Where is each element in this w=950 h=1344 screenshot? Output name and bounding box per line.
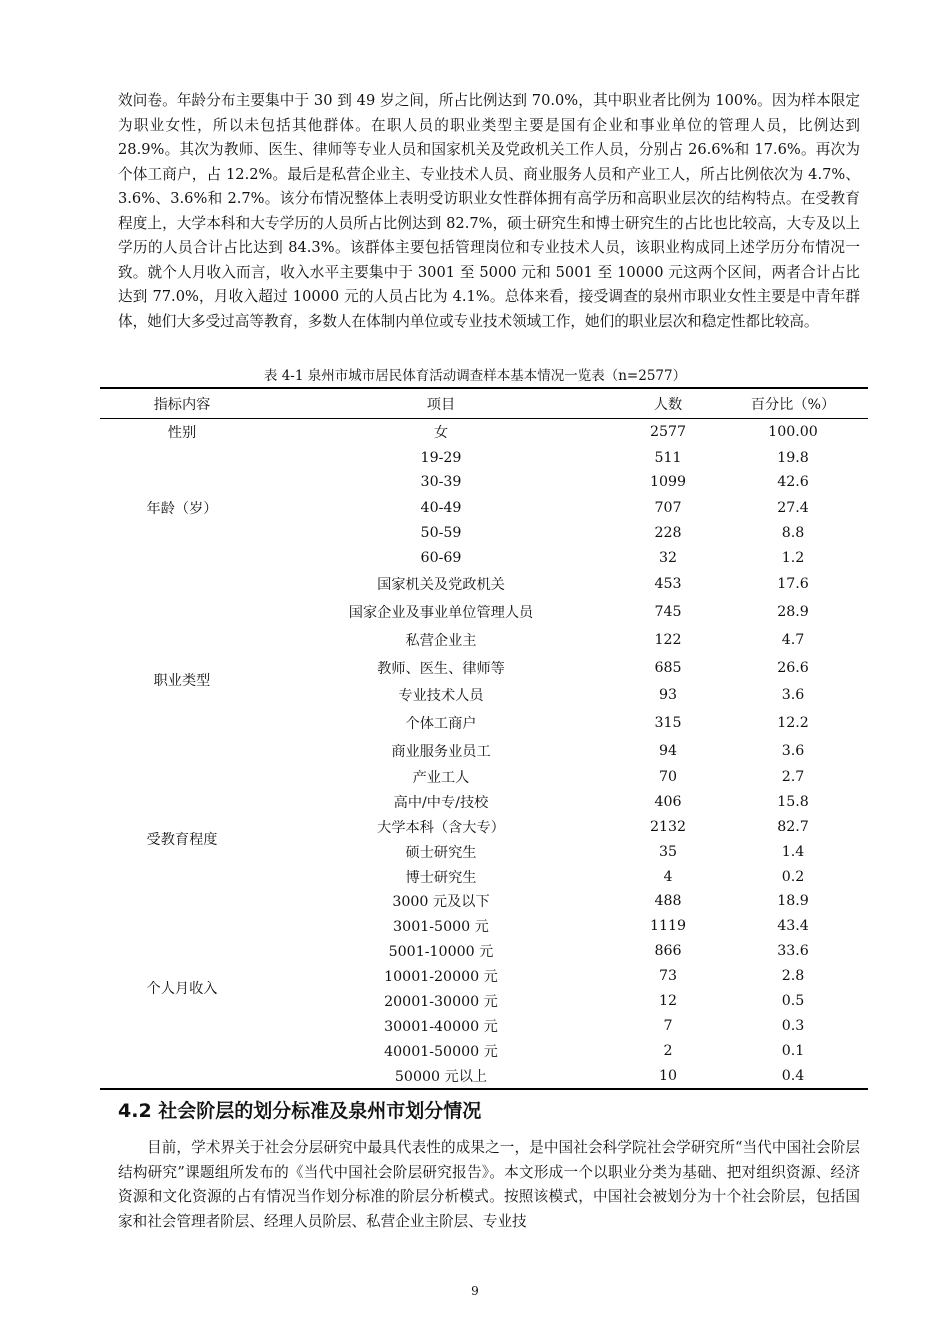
row-item: 商业服务业员工 xyxy=(391,743,491,760)
row-count: 685 xyxy=(654,659,682,676)
row-item: 国家机关及党政机关 xyxy=(377,576,505,593)
row-percent: 82.7 xyxy=(777,819,809,835)
body-paragraph: 目前，学术界关于社会分层研究中最具代表性的成果之一，是中国社会科学院社会学研究所“当代中国社会阶层结构研究”课题组所发布的《当代中国社会阶层研究报告》。本文形成一个以职业分类为基础、把对组织资源、经济资源和文化资源的占有情况当作划分标准的阶层分析模式。按照该模式，中国社会被划分为十个社会阶层，包括国家和社会管理者阶层、经理人员阶层、私营企业主阶层、专业技 xyxy=(118,1139,860,1230)
row-percent: 17.6 xyxy=(777,575,809,592)
table-row xyxy=(100,790,868,815)
row-count: 32 xyxy=(658,549,678,566)
header-count: 人数 xyxy=(618,388,718,419)
row-percent: 4.7 xyxy=(781,631,805,648)
table-row xyxy=(100,446,868,470)
sample-info-table xyxy=(100,387,868,1090)
table-row xyxy=(100,419,868,446)
header-indicator: 指标内容 xyxy=(100,388,264,419)
row-percent: 26.6 xyxy=(777,659,809,676)
table-row xyxy=(100,570,868,598)
row-item: 产业工人 xyxy=(412,770,470,786)
row-item: 40-49 xyxy=(420,499,462,516)
row-count: 453 xyxy=(654,575,682,592)
group-label: 性别 xyxy=(167,425,197,442)
row-percent: 0.4 xyxy=(781,1067,805,1084)
row-count: 35 xyxy=(658,844,678,860)
row-count: 122 xyxy=(654,631,682,648)
row-count: 2132 xyxy=(649,819,687,835)
row-item: 3001-5000 元 xyxy=(393,919,489,935)
row-percent: 3.6 xyxy=(781,687,805,703)
header-item: 项目 xyxy=(264,388,618,419)
row-percent: 2.7 xyxy=(781,769,805,785)
row-count: 406 xyxy=(654,794,682,810)
group-label: 受教育程度 xyxy=(146,832,218,848)
row-item: 19-29 xyxy=(420,449,462,466)
row-count: 1119 xyxy=(649,918,687,934)
row-item: 大学本科（含大专） xyxy=(377,820,505,836)
row-item: 博士研究生 xyxy=(405,869,477,886)
row-count: 866 xyxy=(654,943,682,959)
row-count: 10 xyxy=(658,1067,678,1084)
table-caption: 表 4-1 泉州市城市居民体育活动调查样本基本情况一览表（n=2577） xyxy=(263,368,687,384)
body-paragraph: 效问卷。年龄分布主要集中于 30 到 49 岁之间，所占比例达到 70.0%，其中职业者比例为 100%。因为样本限定为职业女性，所以未包括其他群体。在职人员的职业类型主要是国有企业和事业单位的管理人员，比例达到 28.9%。其次为教师、医生、律师等专业人员和国家机关及党政机关工作人员，分别占 26.6%和 17.6%。再次为个体工商户，占 12.2%。最后是私营企业主、专业技术人员、商业服务人员和产业工人，所占比例依次为 4.7%、3.6%、3.6%和 2.7%。该分布情况整体上表明受访职业女性群体拥有高学历和高职业层次的结构特点。在受教育程度上，大学本科和大专学历的人员所占比例达到 82.7%，硕士研究生和博士研究生的占比也比较高，大专及以上学历的人员合计占比达到 84.3%。该群体主要包括管理岗位和专业技术人员，该职业构成同上述学历分布情况一致。就个人月收入而言，收入水平主要集中于 3001 至 5000 元和 5001 至 10000 元这两个区间，两者合计占比达到 77.0%，月收入超过 10000 元的人员占比为 4.1%。总体来看，接受调查的泉州市职业女性主要是中青年群体，她们大多受过高等教育，多数人在体制内单位或专业技术领域工作，她们的职业层次和稳定性都比较高。 xyxy=(118,92,860,330)
row-item: 20001-30000 元 xyxy=(384,994,498,1010)
row-count: 73 xyxy=(658,968,678,984)
row-count: 7 xyxy=(663,1018,673,1034)
row-percent: 27.4 xyxy=(777,499,809,516)
row-item: 60-69 xyxy=(420,549,462,566)
row-count: 511 xyxy=(654,449,682,466)
row-percent: 19.8 xyxy=(777,449,809,466)
row-item: 硕士研究生 xyxy=(405,845,477,861)
row-percent: 12.2 xyxy=(777,714,809,731)
row-item: 女 xyxy=(433,425,449,442)
row-percent: 18.9 xyxy=(777,893,809,909)
row-count: 70 xyxy=(658,769,678,785)
row-item: 个体工商户 xyxy=(405,715,477,732)
table-header-row xyxy=(100,388,868,419)
row-count: 745 xyxy=(654,603,682,620)
group-label: 职业类型 xyxy=(153,672,211,689)
row-item: 30-39 xyxy=(420,474,462,490)
row-count: 2577 xyxy=(649,424,687,441)
row-count: 94 xyxy=(658,742,678,759)
row-item: 30001-40000 元 xyxy=(384,1019,498,1035)
row-count: 228 xyxy=(654,525,682,541)
table-body xyxy=(100,419,868,1089)
row-item: 国家企业及事业单位管理人员 xyxy=(348,604,534,621)
page-number: 9 xyxy=(471,1284,479,1298)
row-percent: 33.6 xyxy=(777,943,809,959)
row-count: 488 xyxy=(654,893,682,909)
row-percent: 0.2 xyxy=(781,868,805,885)
row-item: 私营企业主 xyxy=(405,632,477,649)
group-label: 个人月收入 xyxy=(146,981,218,997)
row-percent: 42.6 xyxy=(777,474,809,490)
row-item: 50000 元以上 xyxy=(394,1068,488,1085)
row-count: 315 xyxy=(654,714,682,731)
row-count: 4 xyxy=(663,868,673,885)
row-item: 50-59 xyxy=(420,525,462,541)
row-percent: 0.3 xyxy=(781,1018,805,1034)
row-percent: 2.8 xyxy=(781,968,805,984)
table-row xyxy=(100,889,868,914)
row-percent: 28.9 xyxy=(777,603,809,620)
row-item: 高中/中专/技校 xyxy=(393,795,489,811)
header-percent: 百分比（%） xyxy=(718,388,868,419)
row-percent: 0.1 xyxy=(781,1043,805,1059)
row-count: 1099 xyxy=(649,474,687,490)
row-item: 教师、医生、律师等 xyxy=(377,660,505,677)
row-item: 10001-20000 元 xyxy=(384,969,498,985)
row-item: 5001-10000 元 xyxy=(388,944,494,960)
row-percent: 8.8 xyxy=(781,525,805,541)
row-percent: 3.6 xyxy=(781,742,805,759)
row-percent: 100.00 xyxy=(768,424,818,441)
row-percent: 1.4 xyxy=(781,844,805,860)
row-percent: 1.2 xyxy=(781,549,805,566)
row-percent: 0.5 xyxy=(781,993,805,1009)
row-count: 707 xyxy=(654,499,682,516)
row-item: 专业技术人员 xyxy=(398,688,484,704)
row-percent: 43.4 xyxy=(777,918,809,934)
row-count: 2 xyxy=(663,1043,673,1059)
row-count: 12 xyxy=(658,993,678,1009)
group-label: 年龄（岁） xyxy=(146,500,218,517)
row-percent: 15.8 xyxy=(777,794,809,810)
section-heading: 4.2 社会阶层的划分标准及泉州市划分情况 xyxy=(118,1100,482,1122)
row-item: 3000 元及以下 xyxy=(392,894,490,910)
row-count: 93 xyxy=(658,687,678,703)
row-item: 40001-50000 元 xyxy=(384,1044,498,1060)
